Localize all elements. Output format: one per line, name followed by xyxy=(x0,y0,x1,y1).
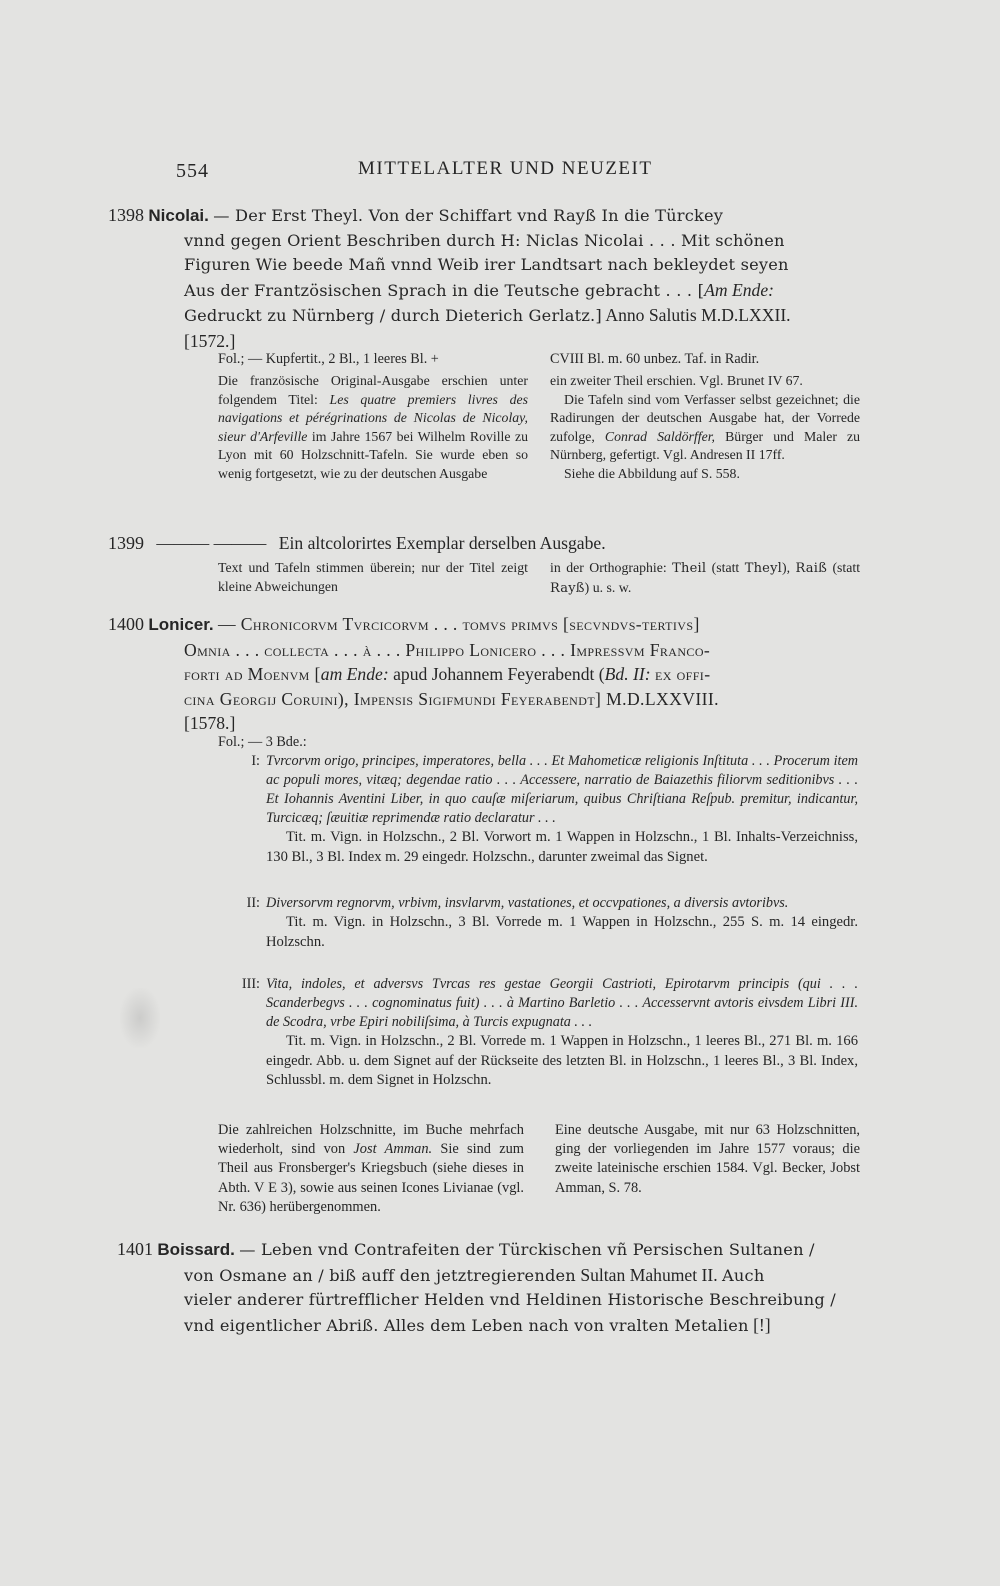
title-text: forti ad Moenvm [ xyxy=(184,664,321,684)
page-number: 554 xyxy=(176,160,209,182)
entry-title-text: — Der Erst Theyl. Von der Schiffart vnd Rayß In die Türckey xyxy=(213,206,724,225)
entry-title-text: Ein altcolorirtes Exemplar derselben Ausgabe. xyxy=(278,533,606,553)
title-line-4-text: Aus der Frantzösischen Sprach in die Teutsche gebracht . . . [ xyxy=(184,280,705,300)
note-text: in der Orthographie: xyxy=(550,560,667,575)
entry-title-text: — Chronicorvm Tvrcicorvm . . . tomvs primvs [secvndvs-tertivs] xyxy=(218,614,700,634)
title-text: von Osmane an / biß auff den jetztregierenden xyxy=(184,1265,576,1285)
note-text: Die zahlreichen Holzschnitte, im Buche mehrfach wiederholt, sind von xyxy=(218,1122,524,1158)
title-text: Auch xyxy=(722,1265,765,1285)
note-left-1398 xyxy=(218,372,528,484)
note-text: im Jahre 1567 bei Wilhelm Roville zu Lyon mit 60 Holzschnitt-Tafeln. Sie wurde eben so wenig fortgesetzt, wie zu der deutschen Ausgabe xyxy=(218,428,528,481)
note-text-part: Bürger und Maler zu Nürnberg, gefertigt. Vgl. Andresen II 17ff. xyxy=(550,428,861,463)
volume-title: Vita, indoles, et adversvs Tvrcas res gestae Georgii Castrioti, Epirotarvm principis (qui . . . Scanderbegvs . . . cognominatus fuit) . . . à Martino Barletio . . . Accesservnt avtoris eivsdem Libri III. de Scodra, vrbe Epiri nobiliſsima, à Turcis expugnata . . . xyxy=(266,976,858,1030)
entry-title-line xyxy=(108,203,863,229)
entry-1398 xyxy=(108,203,863,353)
artist-name: Conrad Saldörffer, xyxy=(604,428,716,444)
note-text: (statt xyxy=(711,560,740,575)
title-line-3 xyxy=(184,662,863,687)
fraktur-word: Rayß xyxy=(550,580,585,596)
note-text: ) u. s. w. xyxy=(584,579,632,595)
fraktur-word: Raiß xyxy=(795,561,827,576)
artist-name: Jost Amman. xyxy=(353,1141,433,1158)
title-line-5 xyxy=(184,303,863,329)
volume-3 xyxy=(241,975,858,1091)
note-left-1400 xyxy=(218,1121,524,1217)
note-text: Die französische Original-Ausgabe erschien unter folgendem Titel: xyxy=(218,373,528,407)
ditto-dashes: ——— ——— xyxy=(156,533,267,553)
title-line-4 xyxy=(184,1313,867,1339)
entry-1399 xyxy=(108,531,863,556)
entry-year: [1572.] xyxy=(184,330,236,351)
entry-author: Nicolai. xyxy=(148,206,209,225)
volume-description: Tit. m. Vign. in Holzschn., 3 Bl. Vorrede m. 1 Wappen in Holzschn., 255 S. m. 14 eingedr. Holzschn. xyxy=(266,914,858,950)
title-line-2 xyxy=(184,1263,867,1289)
entry-1401 xyxy=(117,1237,867,1338)
entry-title-text: — Leben vnd Contrafeiten der Türckischen vñ Persischen Sultanen / xyxy=(239,1240,815,1259)
figure-reference: Siehe die Abbildung auf S. 558. xyxy=(564,465,740,481)
anno-salutis: Anno Salutis M.D.LXXII. xyxy=(605,305,791,325)
fraktur-word: Theil xyxy=(672,561,707,576)
title-line-3: vieler anderer fürtrefflicher Helden vnd Heldinen Historische Beschreibung / xyxy=(184,1290,836,1309)
sultan-name: Sultan Mahumet II. xyxy=(580,1264,718,1285)
entry-author: Boissard. xyxy=(157,1240,235,1259)
entry-title-block xyxy=(108,638,863,736)
entry-title-block xyxy=(117,1263,867,1339)
title-text: apud Johannem Feyerabendt ( xyxy=(393,664,605,684)
note-text: Sie sind zum Theil aus Fronsberger's Kriegsbuch (siehe dieses in Abth. V E 3), sowie aus seinen Icones Livianae (vgl. Nr. 636) herübergenommen. xyxy=(218,1141,524,1215)
running-title: MITTELALTER UND NEUZEIT xyxy=(358,158,653,179)
sic-mark: [!] xyxy=(753,1314,771,1335)
title-line-5-text: Gedruckt zu Nürnberg / durch Dieterich Gerlatz.] xyxy=(184,306,602,325)
title-line-4: cina Georgij Coruini), Impenſis Sigifmundi Feyerabendt] M.D.LXXVIII. xyxy=(184,688,719,709)
volume-title: Tvrcorvm origo, principes, imperatores, bella . . . Et Mahometicæ religionis Inſtituta . . . Procerum item ac populi mores, vitæq; degendae ratio . . . Accessere, narratio de Baiazethis filiorvm seditionibvs . . . Et Iohannis Aventini Liber, in quo cauſæ miſeriarum, quibus Chriſtiana Reſpub. premitur, indicantur, Turcicæq; ſæuitiæ reprimendæ ratio declaratur . . . xyxy=(266,753,858,826)
collation-right: CVIII Bl. m. 60 unbez. Taf. in Radir. xyxy=(550,351,760,367)
collation-left: Fol.; — Kupfertit., 2 Bl., 1 leeres Bl. + xyxy=(218,351,439,367)
note-right-1400: Eine deutsche Ausgabe, mit nur 63 Holzschnitten, ging der vorliegenden im Jahre 1577 voraus; die zweite lateinische erschien 1584. Vgl. Becker, Jobst Amman, S. 78. xyxy=(555,1122,860,1196)
title-line-2: Omnia . . . collecta . . . à . . . Philippo Lonicero . . . Impressvm Franco- xyxy=(184,639,711,660)
collation-1400: Fol.; — 3 Bde.: xyxy=(218,734,307,750)
am-ende-label: Am Ende: xyxy=(704,279,775,300)
title-line-2: vnnd gegen Orient Beschriben durch H: Niclas Nicolai . . . Mit schönen xyxy=(184,230,785,250)
volume-title: Diversorvm regnorvm, vrbivm, insvlarvm, vastationes, et occvpationes, a diversis avtoribvs. xyxy=(266,895,789,911)
volume-1 xyxy=(251,752,858,867)
note-text: (statt xyxy=(832,560,861,575)
french-title: Les quatre premiers livres des navigations et pérégrinations de Nicolas de Nicolay, sieur d'Arfeville xyxy=(218,391,529,444)
note-right-1399 xyxy=(550,559,860,598)
title-text: ex offi- xyxy=(654,664,711,684)
volume-numeral: III: xyxy=(241,976,260,992)
note-left-1399: Text und Tafeln stimmen überein; nur der Titel zeigt kleine Abweichungen xyxy=(218,560,528,594)
entry-number: 1398 xyxy=(108,205,144,225)
entry-number: 1400 xyxy=(108,614,144,634)
volume-label: Bd. II: xyxy=(604,664,651,684)
volume-description: Tit. m. Vign. in Holzschn., 2 Bl. Vorwort m. 1 Wappen in Holzschn., 1 Bl. Inhalts-Verzeichniss, 130 Bl., 3 Bl. Index m. 29 eingedr. Holzschn., darunter zweimal das Signet. xyxy=(266,829,858,865)
entry-title-line xyxy=(117,1237,867,1263)
volume-numeral: II: xyxy=(246,895,260,911)
note-right-1398 xyxy=(550,372,860,484)
entry-number: 1399 xyxy=(108,533,144,553)
fraktur-word: Theyl xyxy=(744,561,782,576)
entry-title-line xyxy=(108,612,863,638)
entry-title-line xyxy=(108,229,863,354)
note-text: ), xyxy=(781,560,791,575)
entry-number: 1401 xyxy=(117,1239,153,1259)
title-line-3: Figuren Wie beede Mañ vnnd Weib irer Landtsart nach bekleydet seyen xyxy=(184,255,789,274)
paper-stain xyxy=(120,988,160,1048)
volume-description: Tit. m. Vign. in Holzschn., 2 Bl. Vorrede m. 1 Wappen in Holzschn., 1 leeres Bl., 271 Bl. m. 166 eingedr. Abb. u. dem Signet auf der Rückseite des letzten Bl. in Holzschn., 1 leeres Bl., 3 Bl. Index, Schlussbl. m. dem Signet in Holzschn. xyxy=(266,1033,858,1088)
entry-1400 xyxy=(108,612,863,736)
entry-year: [1578.] xyxy=(184,713,236,733)
volume-2 xyxy=(246,894,858,952)
note-text: ein zweiter Theil erschien. Vgl. Brunet IV 67. xyxy=(550,373,803,388)
note-text xyxy=(550,391,860,465)
title-line-4 xyxy=(184,278,863,304)
volume-numeral: I: xyxy=(251,753,260,769)
title-text: vnd eigentlicher Abriß. Alles dem Leben nach von vralten Metalien xyxy=(184,1315,749,1335)
am-ende-label: am Ende: xyxy=(320,664,389,684)
note-text-part: Die Tafeln sind vom Verfasser selbst gezeichnet; die Radirungen der deutschen Ausgabe hat, der Vorrede zufolge, xyxy=(550,391,860,444)
entry-author: Lonicer. xyxy=(148,615,214,634)
